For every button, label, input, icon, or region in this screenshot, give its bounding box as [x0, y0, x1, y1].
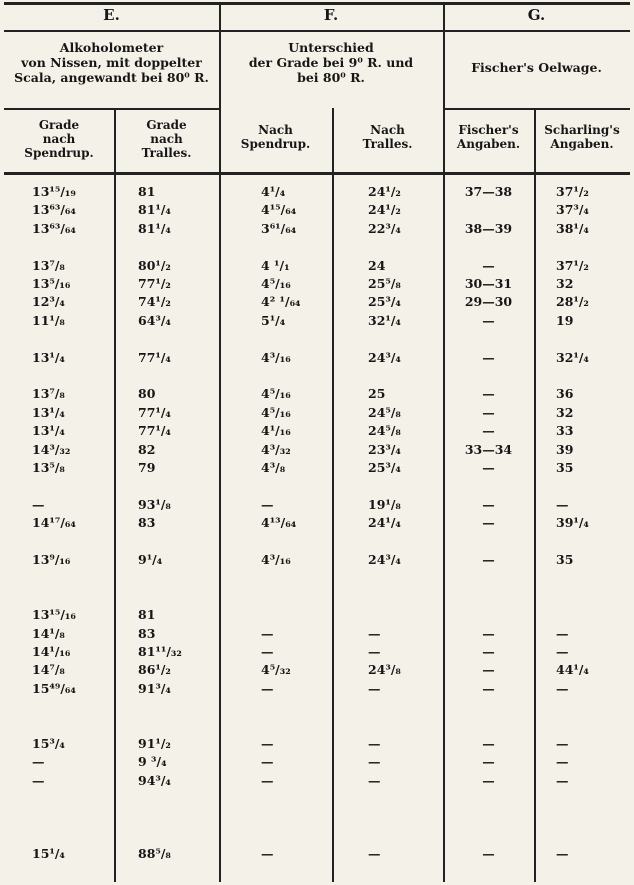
- subheader-g-scharling: [534, 123, 630, 151]
- cell-spendrup: 13¹/₄: [32, 423, 65, 439]
- cell-spendrup: 13⁵/₈: [32, 460, 65, 475]
- cell-scharling: 37¹/₂: [556, 257, 589, 273]
- cell-scharling: 32¹/₄: [556, 349, 589, 365]
- cell-tralles: 83: [138, 625, 156, 641]
- cell-diff-spendrup: 4² ¹/₆₄: [261, 294, 301, 310]
- header-rule-3: [443, 108, 630, 110]
- cell-diff-spendrup: —: [261, 772, 274, 788]
- cell-spendrup: 11¹/₈: [32, 312, 65, 328]
- cell-scharling: 37³/₄: [556, 202, 589, 218]
- cell-diff-spendrup: 4¹/₄: [261, 184, 286, 199]
- cell-spendrup: 13⁷/₈: [32, 257, 65, 273]
- subheader-e-spendrup: [4, 118, 114, 160]
- cell-fischer: 33—34: [464, 441, 513, 457]
- subheader-line: nach: [150, 132, 183, 146]
- cell-diff-spendrup: —: [261, 625, 274, 641]
- cell-spendrup: 14⁷/₈: [32, 662, 65, 678]
- cell-scharling: 39: [556, 441, 574, 457]
- cell-diff-tralles: 25³/₄: [368, 460, 401, 475]
- cell-tralles: 64³/₄: [138, 312, 171, 328]
- cell-spendrup: 14¹⁷/₆₄: [32, 515, 76, 531]
- cell-scharling: —: [556, 680, 569, 696]
- cell-diff-tralles: 24¹/₂: [368, 202, 401, 218]
- cell-scharling: 32: [556, 276, 574, 291]
- cell-spendrup: 13⁹/₁₆: [32, 552, 71, 567]
- header-g-line: Fischer's Oelwage.: [471, 60, 602, 75]
- cell-spendrup: —: [32, 772, 45, 788]
- cell-fischer: —: [482, 312, 495, 328]
- cell-diff-tralles: 22³/₄: [368, 220, 401, 236]
- cell-spendrup: 12³/₄: [32, 294, 65, 310]
- cell-diff-tralles: —: [368, 680, 381, 696]
- cell-diff-spendrup: 4³/₁₆: [261, 552, 291, 567]
- cell-diff-tralles: —: [368, 736, 381, 751]
- cell-diff-spendrup: 4³/₃₂: [261, 441, 291, 457]
- header-f-line: bei 80⁰ R.: [297, 70, 365, 85]
- cell-diff-spendrup: —: [261, 644, 274, 659]
- cell-scharling: —: [556, 625, 569, 641]
- cell-scharling: —: [556, 736, 569, 751]
- header-e-line: Alkoholometer: [59, 40, 164, 55]
- cell-fischer: —: [482, 257, 495, 273]
- cell-spendrup: 15⁴⁹/₆₄: [32, 680, 76, 696]
- cell-diff-tralles: 25³/₄: [368, 294, 401, 310]
- cell-spendrup: 13¹/₄: [32, 404, 65, 420]
- cell-spendrup: 13¹/₄: [32, 349, 65, 365]
- top-rule: [4, 2, 630, 5]
- cell-diff-spendrup: 4³/₈: [261, 460, 286, 475]
- col-divider-f: [332, 108, 334, 882]
- cell-scharling: —: [556, 644, 569, 659]
- cell-fischer: —: [482, 386, 495, 402]
- cell-tralles: 9¹/₄: [138, 552, 163, 567]
- cell-fischer: 38—39: [464, 220, 513, 236]
- cell-fischer: —: [482, 736, 495, 751]
- cell-tralles: 91¹/₂: [138, 736, 171, 751]
- cell-fischer: —: [482, 754, 495, 770]
- cell-fischer: —: [482, 662, 495, 678]
- cell-spendrup: 13¹⁵/₁₆: [32, 607, 76, 623]
- cell-scharling: 28¹/₂: [556, 294, 589, 310]
- subheader-f-tralles: [332, 123, 443, 151]
- subheader-line: Tralles.: [362, 137, 413, 151]
- cell-diff-tralles: 24⁵/₈: [368, 404, 401, 420]
- cell-fischer: 29—30: [464, 294, 513, 310]
- cell-diff-tralles: —: [368, 846, 381, 862]
- cell-diff-spendrup: 4⁵/₃₂: [261, 662, 291, 678]
- cell-spendrup: —: [32, 754, 45, 770]
- col-divider-g: [534, 108, 536, 882]
- cell-scharling: —: [556, 754, 569, 770]
- cell-spendrup: 15³/₄: [32, 736, 65, 751]
- cell-tralles: 77¹/₄: [138, 423, 171, 439]
- cell-diff-tralles: 24¹/₄: [368, 515, 401, 531]
- subheader-line: Spendrup.: [240, 137, 311, 151]
- cell-diff-tralles: 24⁵/₈: [368, 423, 401, 439]
- subheader-line: Spendrup.: [24, 146, 94, 160]
- cell-diff-tralles: 32¹/₄: [368, 312, 401, 328]
- cell-fischer: 37—38: [464, 184, 513, 199]
- cell-tralles: 94³/₄: [138, 772, 171, 788]
- cell-scharling: 38¹/₄: [556, 220, 589, 236]
- cell-scharling: 19: [556, 312, 574, 328]
- cell-fischer: 30—31: [464, 276, 513, 291]
- cell-tralles: 88⁵/₈: [138, 846, 171, 862]
- cell-fischer: —: [482, 423, 495, 439]
- cell-diff-tralles: 24: [368, 257, 386, 273]
- cell-fischer: —: [482, 404, 495, 420]
- subheader-line: Fischer's: [458, 123, 519, 137]
- cell-tralles: 81¹/₄: [138, 220, 171, 236]
- cell-tralles: 91³/₄: [138, 680, 171, 696]
- cell-diff-tralles: 25: [368, 386, 386, 402]
- subheader-line: Grade: [38, 118, 80, 132]
- cell-tralles: 77¹/₄: [138, 349, 171, 365]
- subheader-line: Scharling's: [544, 123, 620, 137]
- cell-spendrup: 14³/₃₂: [32, 441, 71, 457]
- header-f: [219, 40, 443, 85]
- subheader-line: Nach: [370, 123, 405, 137]
- cell-diff-spendrup: —: [261, 680, 274, 696]
- cell-diff-spendrup: 4¹⁵/₆₄: [261, 202, 297, 218]
- cell-diff-spendrup: 4¹/₁₆: [261, 423, 291, 439]
- subheader-line: Angaben.: [456, 137, 521, 151]
- cell-diff-tralles: —: [368, 644, 381, 659]
- header-e: [4, 40, 219, 85]
- cell-tralles: 81¹¹/₃₂: [138, 644, 182, 659]
- header-e-line: Scala, angewandt bei 80⁰ R.: [14, 70, 209, 85]
- cell-diff-spendrup: 3⁶¹/₆₄: [261, 220, 297, 236]
- subheader-line: Tralles.: [141, 146, 192, 160]
- cell-tralles: 80: [138, 386, 156, 402]
- header-rule-2: [4, 108, 219, 110]
- cell-diff-spendrup: 4¹³/₆₄: [261, 515, 297, 531]
- cell-diff-tralles: 24¹/₂: [368, 184, 401, 199]
- cell-tralles: 77¹/₂: [138, 276, 171, 291]
- cell-diff-tralles: 24³/₄: [368, 349, 401, 365]
- cell-scharling: —: [556, 772, 569, 788]
- cell-scharling: 35: [556, 552, 574, 567]
- subheader-line: Grade: [146, 118, 187, 132]
- cell-spendrup: 13¹⁵/₁₉: [32, 184, 76, 199]
- cell-scharling: 35: [556, 460, 574, 475]
- cell-fischer: —: [482, 349, 495, 365]
- cell-tralles: 83: [138, 515, 156, 531]
- cell-fischer: —: [482, 846, 495, 862]
- subheader-f-spendrup: [219, 123, 332, 151]
- cell-fischer: —: [482, 625, 495, 641]
- cell-diff-spendrup: —: [261, 496, 274, 512]
- cell-tralles: 79: [138, 460, 156, 475]
- cell-spendrup: 13⁶³/₆₄: [32, 220, 76, 236]
- header-g: [443, 60, 630, 75]
- header-bottom-rule: [4, 172, 630, 175]
- cell-diff-spendrup: —: [261, 754, 274, 770]
- cell-scharling: 32: [556, 404, 574, 420]
- header-f-line: der Grade bei 9⁰ R. und: [248, 55, 414, 70]
- cell-spendrup: 14¹/₁₆: [32, 644, 71, 659]
- cell-fischer: —: [482, 772, 495, 788]
- subheader-g-fischer: [443, 123, 534, 151]
- cell-diff-tralles: 19¹/₈: [368, 496, 401, 512]
- cell-tralles: 93¹/₈: [138, 496, 171, 512]
- cell-spendrup: 14¹/₈: [32, 625, 65, 641]
- cell-diff-spendrup: 4⁵/₁₆: [261, 404, 291, 420]
- cell-diff-spendrup: 4³/₁₆: [261, 349, 291, 365]
- cell-diff-spendrup: 5¹/₄: [261, 312, 286, 328]
- cell-scharling: 44¹/₄: [556, 662, 589, 678]
- col-divider-e: [114, 108, 116, 882]
- cell-tralles: 81¹/₄: [138, 202, 171, 218]
- section-f: F.: [323, 6, 339, 24]
- cell-scharling: —: [556, 846, 569, 862]
- cell-scharling: 37¹/₂: [556, 184, 589, 199]
- cell-scharling: 33: [556, 423, 574, 439]
- cell-tralles: 9 ³/₄: [138, 754, 167, 770]
- cell-tralles: 86¹/₂: [138, 662, 171, 678]
- cell-tralles: 77¹/₄: [138, 404, 171, 420]
- cell-diff-spendrup: —: [261, 846, 274, 862]
- subheader-line: Nach: [258, 123, 293, 137]
- cell-fischer: —: [482, 460, 495, 475]
- cell-scharling: 39¹/₄: [556, 515, 589, 531]
- cell-spendrup: 13⁶³/₆₄: [32, 202, 76, 218]
- cell-tralles: 81: [138, 607, 156, 623]
- cell-diff-tralles: 23³/₄: [368, 441, 401, 457]
- cell-tralles: 82: [138, 441, 156, 457]
- cell-spendrup: 15¹/₄: [32, 846, 65, 862]
- cell-diff-tralles: 24³/₈: [368, 662, 401, 678]
- cell-fischer: —: [482, 680, 495, 696]
- cell-spendrup: 13⁷/₈: [32, 386, 65, 402]
- cell-diff-spendrup: —: [261, 736, 274, 751]
- cell-diff-spendrup: 4⁵/₁₆: [261, 276, 291, 291]
- subheader-e-tralles: [114, 118, 219, 160]
- cell-fischer: —: [482, 644, 495, 659]
- subheader-line: Angaben.: [550, 137, 614, 151]
- cell-diff-tralles: —: [368, 754, 381, 770]
- cell-tralles: 74¹/₂: [138, 294, 171, 310]
- cell-tralles: 81: [138, 184, 156, 199]
- cell-diff-spendrup: 4 ¹/₁: [261, 257, 290, 273]
- header-f-line: Unterschied: [288, 40, 374, 55]
- cell-tralles: 80¹/₂: [138, 257, 171, 273]
- section-e: E.: [103, 6, 120, 24]
- cell-scharling: 36: [556, 386, 574, 402]
- cell-diff-tralles: 25⁵/₈: [368, 276, 401, 291]
- section-g: G.: [527, 6, 546, 24]
- cell-diff-spendrup: 4⁵/₁₆: [261, 386, 291, 402]
- header-rule-1: [4, 30, 630, 32]
- cell-spendrup: 13⁵/₁₆: [32, 276, 71, 291]
- cell-fischer: —: [482, 515, 495, 531]
- subheader-line: nach: [42, 132, 76, 146]
- cell-diff-tralles: —: [368, 772, 381, 788]
- cell-scharling: —: [556, 496, 569, 512]
- cell-fischer: —: [482, 496, 495, 512]
- cell-diff-tralles: —: [368, 625, 381, 641]
- cell-diff-tralles: 24³/₄: [368, 552, 401, 567]
- cell-spendrup: —: [32, 496, 45, 512]
- header-e-line: von Nissen, mit doppelter: [21, 55, 202, 70]
- cell-fischer: —: [482, 552, 495, 567]
